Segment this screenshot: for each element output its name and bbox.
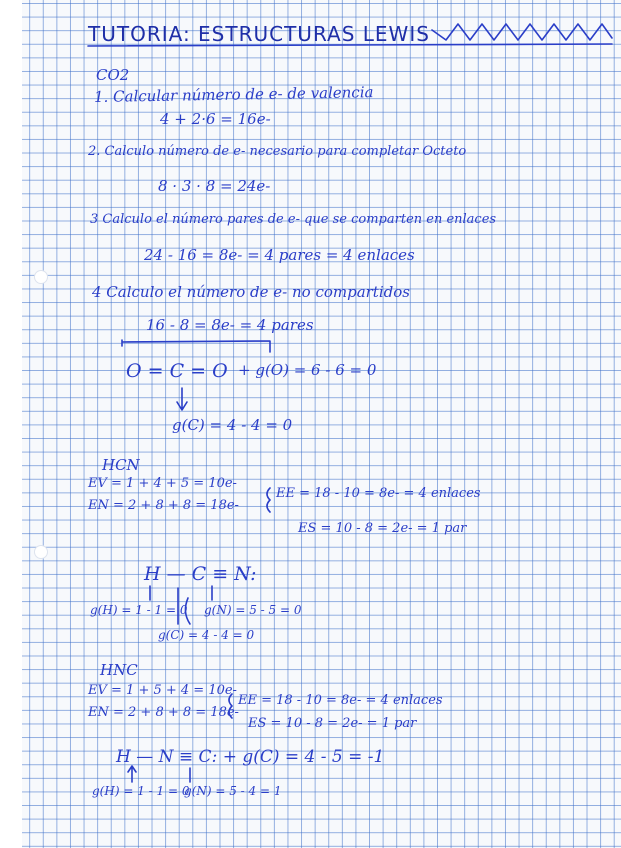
- hcn-formal-charge-h: g(H) = 1 - 1 = 0: [90, 603, 188, 617]
- hnc-lone-electrons: ES = 10 - 8 = 2e- = 1 par: [248, 716, 417, 731]
- title-underline: [88, 44, 612, 46]
- hcn-bracket-left: [185, 598, 190, 624]
- co2-formal-charge-o: + g(O) = 6 - 6 = 0: [238, 361, 377, 379]
- co2-arrow-down: [177, 388, 187, 410]
- hnc-shared-electrons: EE = 18 - 10 = 8e- = 4 enlaces: [238, 693, 443, 708]
- hnc-formal-charge-h: g(H) = 1 - 1 = 0: [92, 784, 190, 798]
- co2-bracket: [122, 340, 270, 352]
- title-zigzag: [432, 24, 612, 40]
- page-title: TUTORIA: ESTRUCTURAS LEWIS: [88, 22, 430, 46]
- hnc-lewis-structure: H — N ≡ C: + g(C) = 4 - 5 = -1: [116, 747, 385, 767]
- hcn-formal-charge-n: g(N) = 5 - 5 = 0: [204, 603, 302, 617]
- co2-lewis-structure: O = C = O: [126, 360, 228, 382]
- hcn-lewis-structure: H — C ≡ N:: [144, 563, 257, 585]
- hcn-brace: [267, 488, 270, 512]
- hnc-arrow-h: [128, 766, 136, 782]
- hcn-needed-electrons: EN = 2 + 8 + 8 = 18e-: [88, 498, 239, 513]
- hnc-valence-electrons: EV = 1 + 5 + 4 = 10e-: [88, 683, 237, 698]
- hcn-heading: HCN: [102, 456, 140, 474]
- co2-step3: 3 Calculo el número pares de e- que se comparten en enlaces: [90, 212, 497, 227]
- co2-step1-calc: 4 + 2·6 = 16e-: [160, 110, 271, 128]
- co2-step3-calc: 24 - 16 = 8e- = 4 pares = 4 enlaces: [144, 246, 415, 264]
- hnc-needed-electrons: EN = 2 + 8 + 8 = 18e-: [88, 705, 239, 720]
- co2-step4: 4 Calculo el número de e- no compartidos: [92, 283, 410, 301]
- co2-step4-calc: 16 - 8 = 8e- = 4 pares: [146, 316, 314, 334]
- hnc-formal-charge-n: g(N) = 5 - 4 = 1: [184, 784, 282, 798]
- co2-heading: CO2: [96, 66, 130, 84]
- hcn-lone-electrons: ES = 10 - 8 = 2e- = 1 par: [298, 521, 467, 536]
- hcn-shared-electrons: EE = 18 - 10 = 8e- = 4 enlaces: [276, 486, 481, 501]
- co2-step1: 1. Calcular número de e- de valencia: [93, 83, 374, 106]
- hcn-formal-charge-c: g(C) = 4 - 4 = 0: [158, 628, 255, 642]
- hnc-brace: [229, 694, 232, 718]
- hnc-heading: HNC: [100, 661, 138, 679]
- co2-step2-calc: 8 · 3 · 8 = 24e-: [158, 177, 271, 195]
- hcn-valence-electrons: EV = 1 + 4 + 5 = 10e-: [88, 476, 237, 491]
- co2-formal-charge-c: g(C) = 4 - 4 = 0: [172, 416, 293, 434]
- co2-step2: 2. Calculo número de e- necesario para completar Octeto: [88, 144, 467, 159]
